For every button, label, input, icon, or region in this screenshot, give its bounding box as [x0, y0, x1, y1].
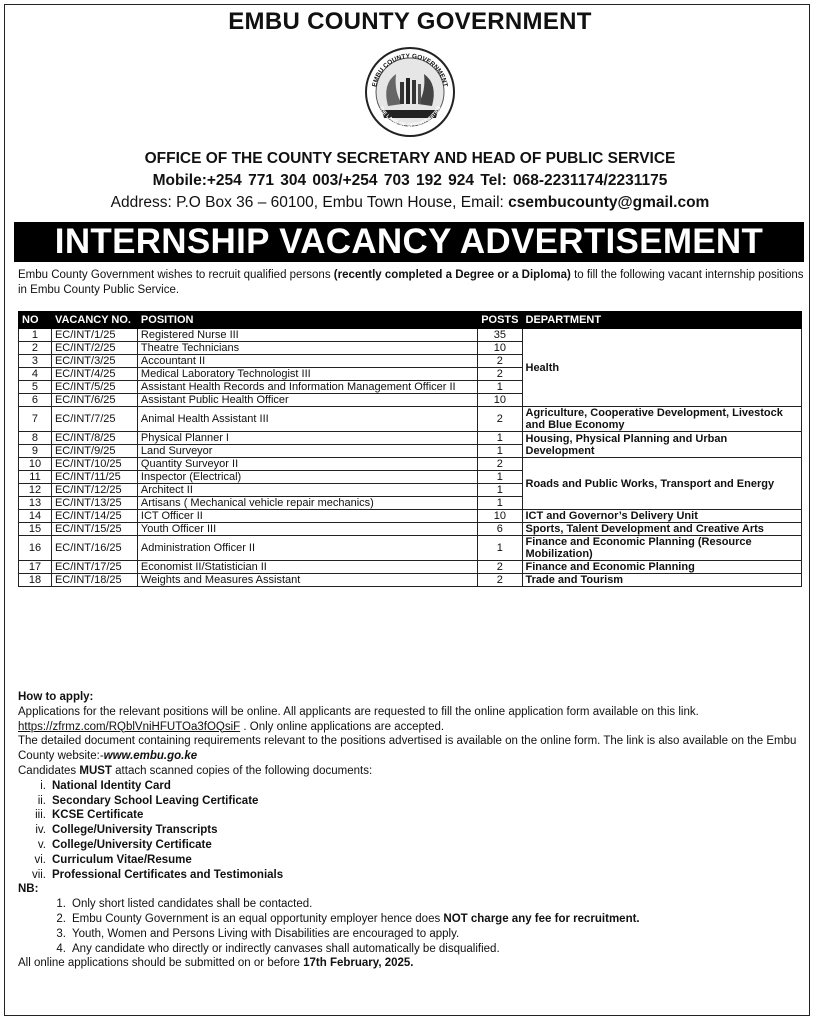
apply-paragraph-documents	[18, 764, 803, 779]
cell-vacancy-no: EC/INT/13/25	[51, 497, 137, 510]
cell-position: Physical Planner I	[137, 432, 477, 445]
cell-vacancy-no: EC/INT/3/25	[51, 355, 137, 368]
documents-must: MUST	[79, 764, 112, 777]
list-item	[18, 853, 803, 868]
cell-vacancy-no: EC/INT/1/25	[51, 329, 137, 342]
list-text: Youth, Women and Persons Living with Disabilities are encouraged to apply.	[72, 927, 460, 940]
list-text: Any candidate who directly or indirectly canvases shall automatically be disqualified.	[72, 942, 500, 955]
list-text	[72, 912, 640, 927]
nb2-text: Embu County Government is an equal opportunity employer hence does	[72, 912, 444, 925]
list-marker: ii.	[37, 794, 46, 807]
cell-posts: 2	[478, 574, 522, 587]
list-marker: vi.	[34, 853, 46, 866]
list-item	[18, 794, 803, 809]
col-header-department: DEPARTMENT	[522, 312, 802, 329]
application-form-link[interactable]: https://zfrmz.com/RQblVniHFUTOa3fOQsiF	[18, 720, 241, 733]
list-text: National Identity Card	[52, 779, 171, 792]
intro-qualification: (recently completed a Degree or a Diploma)	[333, 269, 571, 281]
cell-position: Assistant Public Health Officer	[137, 394, 477, 407]
col-header-position: POSITION	[137, 312, 477, 329]
cell-posts: 1	[478, 471, 522, 484]
cell-no: 6	[19, 394, 52, 407]
nb2-no-fee: NOT charge any fee for recruitment.	[443, 912, 640, 925]
logo-ring-top: EMBU COUNTY GOVERNMENT	[371, 52, 449, 88]
table-row	[19, 536, 802, 561]
table-row	[19, 407, 802, 432]
col-header-no: NO	[19, 312, 52, 329]
cell-position: Artisans ( Mechanical vehicle repair mechanics)	[137, 497, 477, 510]
cell-position: Administration Officer II	[137, 536, 477, 561]
cell-vacancy-no: EC/INT/2/25	[51, 342, 137, 355]
cell-department: Housing, Physical Planning and Urban Development	[522, 432, 802, 458]
office-title: OFFICE OF THE COUNTY SECRETARY AND HEAD OF PUBLIC SERVICE	[144, 150, 676, 167]
cell-posts: 1	[478, 484, 522, 497]
advert-banner: INTERNSHIP VACANCY ADVERTISEMENT	[14, 222, 804, 262]
address-text: Address: P.O Box 36 – 60100, Embu Town House, Email:	[110, 194, 509, 211]
cell-no: 11	[19, 471, 52, 484]
cell-posts: 1	[478, 445, 522, 458]
cell-position: Youth Officer III	[137, 523, 477, 536]
list-item	[18, 808, 803, 823]
how-to-apply-section	[18, 690, 803, 971]
cell-position: Theatre Technicians	[137, 342, 477, 355]
county-website-link[interactable]: www.embu.go.ke	[103, 750, 198, 763]
cell-vacancy-no: EC/INT/7/25	[51, 407, 137, 432]
cell-position: Quantity Surveyor II	[137, 458, 477, 471]
intro-text-end: to fill the following vacant internship positions in Embu County Public Service.	[18, 269, 804, 296]
list-marker: 2.	[56, 912, 66, 925]
cell-position: Weights and Measures Assistant	[137, 574, 477, 587]
cell-position: Architect II	[137, 484, 477, 497]
cell-department: Roads and Public Works, Transport and Energy	[522, 458, 802, 510]
cell-no: 8	[19, 432, 52, 445]
cell-posts: 2	[478, 561, 522, 574]
documents-text-end: attach scanned copies of the following documents:	[111, 764, 373, 777]
cell-vacancy-no: EC/INT/9/25	[51, 445, 137, 458]
cell-department: Sports, Talent Development and Creative Arts	[522, 523, 802, 536]
cell-no: 4	[19, 368, 52, 381]
cell-posts: 35	[478, 329, 522, 342]
list-marker: v.	[37, 838, 46, 851]
list-item	[18, 823, 803, 838]
cell-vacancy-no: EC/INT/17/25	[51, 561, 137, 574]
cell-position: Accountant II	[137, 355, 477, 368]
intro-paragraph	[18, 268, 808, 298]
cell-position: Inspector (Electrical)	[137, 471, 477, 484]
cell-no: 13	[19, 497, 52, 510]
list-item	[18, 927, 803, 942]
cell-no: 10	[19, 458, 52, 471]
apply-text-end: . Only online applications are accepted.	[240, 720, 445, 733]
address-line	[0, 194, 820, 212]
cell-vacancy-no: EC/INT/6/25	[51, 394, 137, 407]
apply-text: Applications for the relevant positions will be online. All applicants are requested to fill the online application form available on this link.	[18, 705, 699, 718]
cell-department: Finance and Economic Planning	[522, 561, 802, 574]
cell-no: 2	[19, 342, 52, 355]
list-marker: vii.	[31, 868, 46, 881]
cell-posts: 10	[478, 510, 522, 523]
list-text: Secondary School Leaving Certificate	[52, 794, 259, 807]
how-to-apply-heading: How to apply:	[18, 691, 94, 703]
cell-position: Registered Nurse III	[137, 329, 477, 342]
cell-posts: 1	[478, 497, 522, 510]
list-item	[18, 868, 803, 883]
nb-list	[18, 897, 803, 956]
cell-vacancy-no: EC/INT/16/25	[51, 536, 137, 561]
cell-no: 9	[19, 445, 52, 458]
cell-posts: 1	[478, 381, 522, 394]
table-row	[19, 458, 802, 471]
list-marker: iii.	[35, 809, 46, 822]
deadline-text: All online applications should be submitted on or before	[18, 957, 304, 970]
deadline-date: 17th February, 2025.	[303, 957, 414, 970]
cell-department: ICT and Governor’s Delivery Unit	[522, 510, 802, 523]
cell-posts: 2	[478, 407, 522, 432]
intro-text: Embu County Government wishes to recruit qualified persons	[18, 269, 334, 281]
list-item	[18, 779, 803, 794]
table-row	[19, 574, 802, 587]
cell-department: Trade and Tourism	[522, 574, 802, 587]
documents-text: Candidates	[18, 764, 80, 777]
cell-vacancy-no: EC/INT/18/25	[51, 574, 137, 587]
cell-no: 12	[19, 484, 52, 497]
logo-ring-bottom: THE LAND OF OPPORTUNITIES	[377, 105, 443, 129]
cell-vacancy-no: EC/INT/4/25	[51, 368, 137, 381]
government-title: EMBU COUNTY GOVERNMENT	[228, 8, 592, 35]
col-header-vacancy-no: VACANCY NO.	[51, 312, 137, 329]
cell-department: Agriculture, Cooperative Development, Livestock and Blue Economy	[522, 407, 802, 432]
list-text: Only short listed candidates shall be contacted.	[72, 898, 313, 911]
list-text: KCSE Certificate	[52, 809, 144, 822]
cell-posts: 1	[478, 536, 522, 561]
cell-department: Finance and Economic Planning (Resource Mobilization)	[522, 536, 802, 561]
cell-position: Economist II/Statistician II	[137, 561, 477, 574]
table-row	[19, 329, 802, 342]
cell-posts: 2	[478, 458, 522, 471]
cell-posts: 2	[478, 368, 522, 381]
cell-no: 3	[19, 355, 52, 368]
cell-posts: 2	[478, 355, 522, 368]
cell-vacancy-no: EC/INT/10/25	[51, 458, 137, 471]
cell-vacancy-no: EC/INT/5/25	[51, 381, 137, 394]
email-address[interactable]: csembucounty@gmail.com	[508, 194, 710, 211]
list-marker: 3.	[56, 927, 66, 940]
list-text: Professional Certificates and Testimonials	[52, 868, 284, 881]
county-logo	[362, 44, 458, 140]
cell-no: 17	[19, 561, 52, 574]
list-marker: 1.	[56, 898, 66, 911]
cell-vacancy-no: EC/INT/14/25	[51, 510, 137, 523]
cell-position: ICT Officer II	[137, 510, 477, 523]
nb-heading: NB:	[18, 883, 39, 896]
table-row	[19, 523, 802, 536]
cell-vacancy-no: EC/INT/15/25	[51, 523, 137, 536]
cell-posts: 1	[478, 432, 522, 445]
list-marker: i.	[40, 779, 46, 792]
cell-position: Animal Health Assistant III	[137, 407, 477, 432]
table-row	[19, 561, 802, 574]
apply-paragraph-website	[18, 734, 803, 764]
cell-no: 1	[19, 329, 52, 342]
list-item	[18, 897, 803, 912]
apply-paragraph-online	[18, 705, 803, 735]
vacancy-table	[18, 311, 802, 587]
table-header-row	[19, 312, 802, 329]
list-text: College/University Certificate	[52, 838, 212, 851]
cell-posts: 10	[478, 394, 522, 407]
cell-vacancy-no: EC/INT/11/25	[51, 471, 137, 484]
col-header-posts: POSTS	[478, 312, 522, 329]
cell-no: 5	[19, 381, 52, 394]
website-text: The detailed document containing requirements relevant to the positions advertised is available on the online form. The link is also available on the Embu County website:-	[18, 735, 797, 763]
list-item	[18, 838, 803, 853]
list-text: Curriculum Vitae/Resume	[52, 853, 192, 866]
required-documents-list	[18, 779, 803, 883]
cell-no: 7	[19, 407, 52, 432]
cell-position: Medical Laboratory Technologist III	[137, 368, 477, 381]
cell-department: Health	[522, 329, 802, 407]
list-marker: 4.	[56, 942, 66, 955]
cell-posts: 10	[478, 342, 522, 355]
list-text: College/University Transcripts	[52, 824, 218, 837]
contact-numbers: Mobile:+254 771 304 003/+254 703 192 924 Tel: 068-2231174/2231175	[152, 172, 668, 189]
cell-vacancy-no: EC/INT/8/25	[51, 432, 137, 445]
table-row	[19, 432, 802, 445]
cell-no: 16	[19, 536, 52, 561]
list-item	[18, 942, 803, 957]
cell-no: 14	[19, 510, 52, 523]
table-row	[19, 510, 802, 523]
deadline-line	[18, 956, 803, 971]
cell-position: Assistant Health Records and Information Management Officer II	[137, 381, 477, 394]
list-item	[18, 912, 803, 927]
cell-no: 18	[19, 574, 52, 587]
cell-vacancy-no: EC/INT/12/25	[51, 484, 137, 497]
cell-no: 15	[19, 523, 52, 536]
cell-position: Land Surveyor	[137, 445, 477, 458]
list-marker: iv.	[35, 824, 46, 837]
cell-posts: 6	[478, 523, 522, 536]
